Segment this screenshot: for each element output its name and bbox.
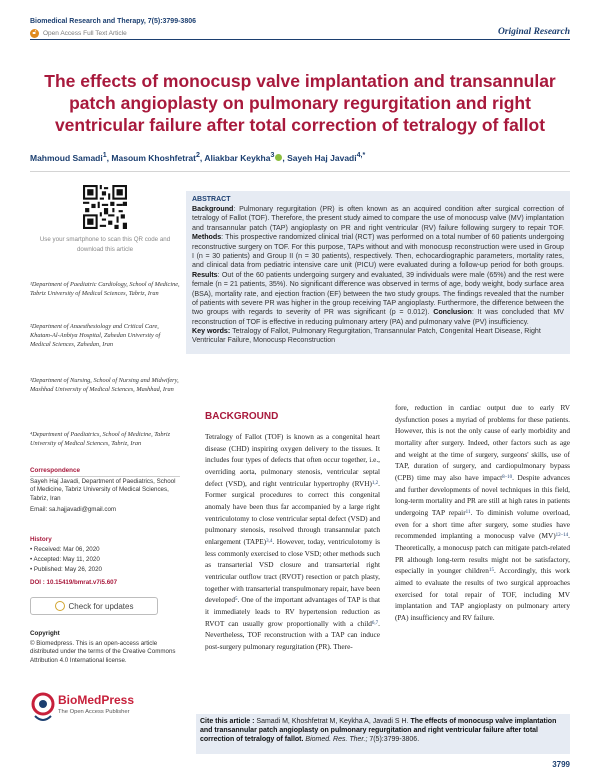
history-heading: History (30, 536, 52, 543)
abstract-methods-label: Methods (192, 233, 222, 242)
citation-ref[interactable]: 1,2 (371, 480, 379, 486)
body-text: . One of the important advantages of TAP is that it immediately leads to RV hypertension reduction as RVOT can usually grow proportionally with a child (205, 595, 380, 628)
author-sup: 3 (270, 151, 275, 159)
affiliation: ¹Department of Paediatric Cardiology, School of Medicine, Tabriz University of Medical Sciences, Tabriz, Iran (30, 281, 180, 297)
body-text: fore, reduction in cardiac output due to early RV dysfunction poses a myriad of problems for these patients. However, this is not the only cause of early morbidity and mortality after surgery. Indeed, other factors such as age and weight at the time of surgery, surgeons' skills, use of TAP, duration of surgery, and cardiopulmonary bypass (CPB) time may also have impact (395, 403, 570, 482)
author-sup: 2 (195, 151, 200, 159)
orcid-icon[interactable] (275, 154, 282, 161)
affiliation: ³Department of Nursing, School of Nursing and Midwifery, Mashhad University of Medical Sciences, Mashhad, Iran (30, 377, 179, 393)
abstract-conclusion: : It was concluded that MV reconstruction of TOF is effective in reducing pulmonary artery (PA) and pulmonary valve (PV) insufficiency. (192, 308, 564, 326)
body-text: . Former surgical procedures to correct this congenital anomaly have been thus far accompanied by a large right ventriculotomy to close ventricular septal defect (VSD) and pulmonary stenosis, resolved through transannular patch enlargement (TAPE) (205, 478, 380, 546)
citation-ref[interactable]: 12–14 (555, 533, 569, 539)
cite-label: Cite this article : (200, 718, 255, 725)
header-divider (30, 39, 570, 40)
copyright-text: © Biomedpress. This is an open-access article distributed under the terms of the Creative Commons Attribution 4.0 International license. (30, 640, 176, 664)
author-name[interactable]: Sayeh Haj Javadi (287, 152, 357, 163)
article-title: The effects of monocusp valve implantation and transannular patch angioplasty on pulmonary regurgitation and right ventricular failure after total correction of tetralogy of fallot (44, 71, 556, 135)
body-text: . Despite advances and further developments of novel techniques in this field, long-term mortality and PR are still at high rates in patients undergoing TAP repair (395, 472, 570, 517)
journal-citation: Biomedical Research and Therapy, 7(5):3799-3806 (30, 18, 197, 25)
cite-text (200, 717, 566, 745)
citation-ref[interactable]: 6,7 (371, 620, 379, 626)
correspondence-email[interactable]: Email: sa.hajjavadi@gmail.com (30, 505, 117, 513)
affiliation: ⁴Department of Paediatrics, School of Medicine, Tabriz University of Medical Sciences, Tabriz, Iran (30, 431, 171, 447)
qr-code-icon[interactable] (83, 185, 127, 229)
author-sup: 4,* (356, 151, 366, 159)
correspondence-address: Sayeh Haj Javadi, Department of Paediatrics, School of Medicine, Tabriz University of Medical Sciences, Tabriz, Iran (30, 478, 176, 502)
open-access-icon: 🔓︎ (30, 29, 39, 38)
body-column-right (395, 402, 570, 623)
cite-authors: Samadi M, Khoshfetrat M, Keykha A, Javadi S H. (254, 718, 411, 725)
keywords-label: Key words: (192, 327, 231, 335)
qr-caption: Use your smartphone to scan this QR code and download this article (39, 236, 171, 253)
correspondence-text (30, 478, 180, 514)
correspondence-heading: Correspondence (30, 467, 81, 474)
open-access-label: Open Access Full Text Article (43, 30, 127, 37)
check-updates-label: Check for updates (68, 601, 134, 611)
abstract-heading: ABSTRACT (192, 196, 231, 203)
check-for-updates-button[interactable] (30, 597, 158, 615)
abstract-conclusion-label: Conclusion (433, 308, 472, 317)
cite-volume: 7(5):3799-3806. (367, 736, 420, 744)
publisher-name: BioMedPress (58, 693, 135, 707)
author-sup: 1 (102, 151, 107, 159)
doi-link[interactable]: DOI : 10.15419/bmrat.v7i5.607 (30, 579, 118, 586)
correspondence-divider (30, 476, 180, 477)
affiliation: ²Department of Anaesthesiology and Critical Care, Khatam-Al-Anbiya Hospital, Zahedan University of Medical Sciences, Zahedan, Iran (30, 323, 161, 348)
abstract-text (192, 205, 564, 327)
citation-ref[interactable]: 11 (465, 509, 471, 515)
body-text: . To diminish volume overload, even for a short time after surgery, some studies have recommended implanting a monocusp valve (MV) (395, 507, 570, 541)
body-column-left (205, 431, 380, 652)
body-text: . Accordingly, this work aimed to evaluate the results of two surgical approaches exercised for total repair of TOF, including MV implantation and TAP angioplasty on pulmonary artery (PA) insufficiency and RV failure. (395, 566, 570, 622)
check-updates-icon (55, 601, 65, 611)
abstract-results-label: Results (192, 270, 218, 279)
author-list: Mahmoud Samadi$^1$, Masoum Khoshfetrat$^2$, Aliakbar Keykha$^3$ , Sayeh Haj Javadi$^{4,*}$ (30, 151, 366, 163)
history-received: • Received: Mar 06, 2020 (30, 546, 100, 553)
author-name[interactable]: Aliakbar Keykha (204, 152, 271, 163)
citation-ref[interactable]: 3,4 (266, 538, 273, 544)
body-text: . Nevertheless, TOF reconstruction with a TAP can induce post-surgery pulmonary regurgitation (PR). There- (205, 618, 380, 651)
publisher-tagline: The Open Access Publisher (58, 709, 130, 715)
page-number: 3799 (552, 760, 570, 769)
article-type: Original Research (497, 27, 570, 37)
author-name[interactable]: Masoum Khoshfetrat (111, 152, 196, 163)
body-text: . However, today, ventriculotomy is less commonly exercised to close VSD; other methods such as transarterial VSD closure and transarterial right ventricular outflow tract (RVOT) resection or patch plasty, together with transarterial transpulmonary repair, have been developed (205, 536, 380, 605)
keywords (192, 327, 564, 346)
abstract-results: : Out of the 60 patients undergoing surgery and evaluated, 39 individuals were male (65%) and the rest were female (n = 21 patients, 35%). No significant difference was observed in terms of age, body weight, body surface area (BSA), mortality rate, and ejection fraction (EF) between the two study groups. The findings revealed that the number of patients with severe PR was higher in the group receiving TAP angioplasty. Furthermore, the difference between the two groups with regards to severity of PR was significant (p = 0.012). (192, 270, 564, 317)
abstract-background-label: Background (192, 205, 234, 213)
history-published: • Published: May 26, 2020 (30, 566, 102, 573)
abstract-methods: : This prospective randomized clinical trial (RCT) was performed on a total number of 60 patients undergoing reconstructive surgery on TOF. For this purpose, TAPs without and with monocusp reconstruction were used in Group I (n = 30 patients) and Group II (n = 30 patients), respectively. Then, echocardiographic parameters, mortality rates, and clinical data from pediatric intensive care unit (PICU) were evaluated during a follow-up period for both groups. (192, 233, 564, 270)
citation-ref[interactable]: 5 (235, 597, 238, 603)
open-access-line (30, 29, 127, 38)
cite-title: The effects of monocusp valve implantation and transannular patch angioplasty on pulmonary regurgitation and right ventricular failure after total correction of tetralogy of fallot. (200, 718, 557, 744)
citation-ref[interactable]: 15 (488, 568, 494, 574)
body-text: . Theoretically, a monocusp patch can mitigate patch-related PR although long-term results might not be satisfactory, especially in younger children (395, 531, 570, 576)
author-divider (30, 171, 570, 172)
citation-ref[interactable]: 8–10 (502, 474, 513, 480)
abstract-background: : Pulmonary regurgitation (PR) is often known as an acquired condition after surgical correction of tetralogy of Fallot (TOF). Therefore, the present study aimed to compare the use of monocusp valve (MV) implantation and transannular patch (TAP) angioplasty on PR and right ventricular (RV) failure following surgery to repair TOF. (192, 205, 564, 232)
body-text: Tetralogy of Fallot (TOF) is known as a congenital heart disease (CHD) inspiring oxygen delivery to the tissues. It includes four types of defects that often occur together, i.e., overriding aorta, pulmonary stenosis, ventricular septal defect (VSD), and right ventricular hypertrophy (RVH) (205, 432, 380, 488)
history-accepted: • Accepted: May 11, 2020 (30, 556, 100, 563)
author-name[interactable]: Mahmoud Samadi (30, 152, 103, 163)
keywords-list: Tetralogy of Fallot, Pulmonary Regurgitation, Transannular Patch, Congenital Heart Disease, Right Ventricular Failure, Monocusp Reconstruction (192, 327, 541, 345)
section-heading-background: BACKGROUND (205, 411, 279, 422)
cite-journal: Biomed. Res. Ther.; (303, 736, 368, 744)
copyright-heading: Copyright (30, 630, 60, 637)
